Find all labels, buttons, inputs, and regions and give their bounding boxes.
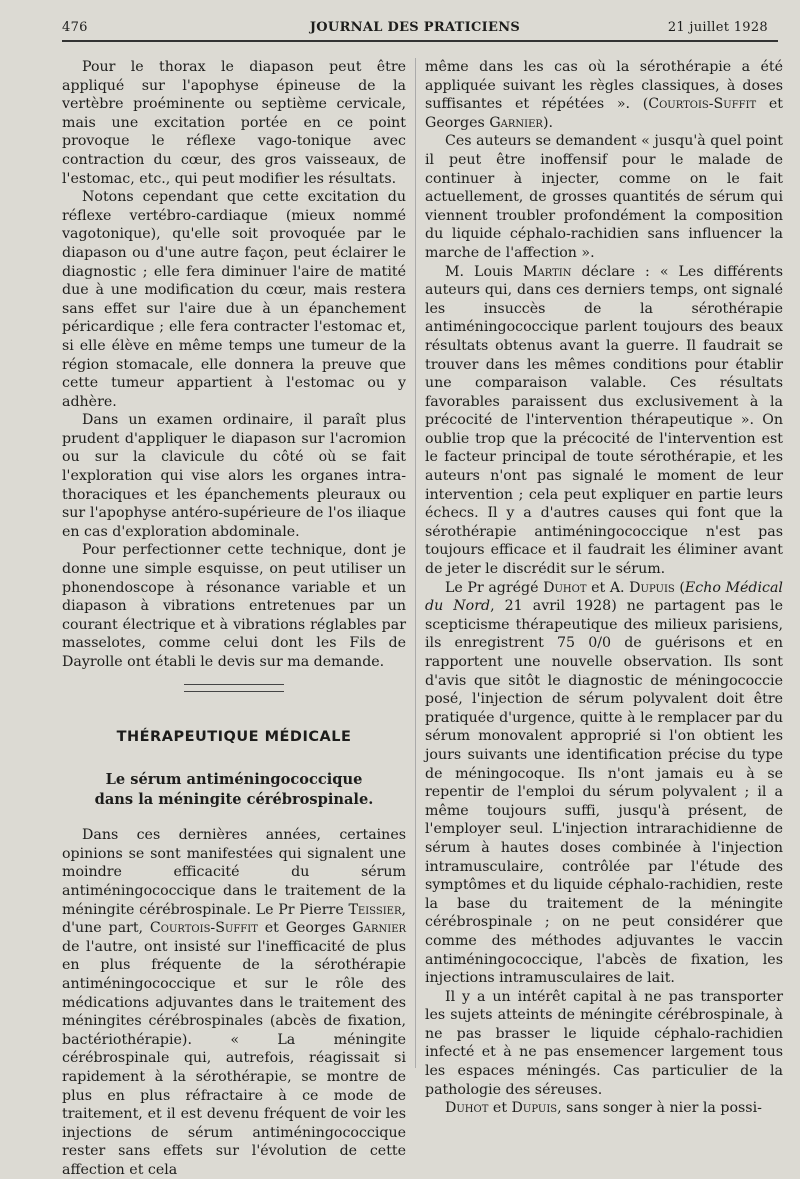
paragraph: Duhot et Dupuis, sans songer à nier la possi-	[445, 1100, 762, 1117]
paragraph: Pour le thorax le diapason peut être appliqué sur l'apophyse épineuse de la vertèbre proéminente ou septième cervicale, mais une excitation portée en ce point provoque le réflexe vago-tonique avec contraction du cœur, des gros vaisseaux, de l'estomac, etc., qui peut modifier les résultats.	[62, 59, 406, 187]
right-column	[425, 58, 783, 1118]
source-citation: Echo Médical du Nord	[425, 579, 783, 615]
paragraph: même dans les cas où la sérothérapie a été appliquée suivant les règles classiques, à doses suffisantes et répétées ». (Courtois-Suffit et Georges Garnier).	[425, 59, 783, 131]
page-header	[62, 20, 768, 40]
article-title-line-2: dans la méningite cérébrospinale.	[94, 791, 374, 809]
author-name: Dupuis	[511, 1100, 558, 1117]
author-name: Courtois-Suffit	[149, 920, 258, 937]
paragraph: Pour perfectionner cette technique, dont je donne une simple esquisse, on peut utiliser un phonendoscope à résonance variable et un diapason à vibrations entretenues par un courant électrique et à vibrations réglables par masselotes, comme celui dont les Fils de Dayrolle ont établi le devis sur ma demande.	[62, 542, 406, 670]
section-separator	[184, 684, 284, 692]
author-name: Duhot	[445, 1100, 489, 1117]
author-name: Courtois-Suffit	[648, 96, 757, 113]
issue-date: 21 juillet 1928	[667, 20, 768, 35]
left-column	[62, 58, 406, 1179]
article-title	[62, 770, 406, 810]
paragraph: Dans ces dernières années, certaines opinions se sont manifestées qui signalent une moindre efficacité du sérum antiméningococcique dans le traitement de la méningite cérébrospinale. Le Pr Pierre Teissier, d'une part, Courtois-Suffit et Georges Garnier de l'autre, ont insisté sur l'inefficacité de plus en plus fréquente de la sérothérapie antiméningococcique et sur le rôle des médications adjuvantes dans le traitement des méningites cérébrospinales (abcès de fixation, bactériothérapie). « La méningite cérébrospinale qui, autrefois, réagissait si rapidement à la sérothérapie, se montre de plus en plus réfractaire à ce mode de traitement, et il est devenu fréquent de voir les injections de sérum antiméningococcique rester sans effets sur l'évolution de cette affection et cela	[62, 827, 407, 1178]
author-name: Dupuis	[629, 579, 675, 596]
author-name: Teissier	[348, 901, 402, 918]
paragraph: M. Louis Martin déclare : « Les différents auteurs qui, dans ces derniers temps, ont signalé les insuccès de la sérothérapie antiméningococcique parlent toujours des beaux résultats obtenus avant la guerre. Il faudrait se trouver dans les mêmes conditions pour établir une comparaison valable. Ces résultats favorables paraissent dus exclusivement à la précocité de l'intervention thérapeutique ». On oublie trop que la précocité de l'intervention est le facteur principal de toute sérothérapie, et les auteurs n'ont pas signalé le moment de leur intervention ; cela peut expliquer en partie leurs échecs. Il y a d'autres causes qui font que la sérothérapie antiméningococcique n'est pas toujours efficace et il faudrait les éliminer avant de jeter le discrédit sur le sérum.	[425, 263, 783, 578]
column-divider	[415, 58, 416, 1068]
author-name: Duhot	[543, 579, 587, 596]
section-title: THÉRAPEUTIQUE MÉDICALE	[116, 728, 352, 745]
page-number: 476	[62, 20, 88, 35]
paragraph: Ces auteurs se demandent « jusqu'à quel point il peut être inoffensif pour le malade de continuer à injecter, comme on le fait actuellement, de grosses quantités de sérum qui viennent troubler profondément la composition du liquide céphalo-rachidien sans influencer la marche de l'affection ».	[425, 133, 783, 261]
article-title-line-1: Le sérum antiméningococcique	[105, 771, 363, 789]
journal-title: JOURNAL DES PRATICIENS	[309, 20, 521, 35]
paragraph: Notons cependant que cette excitation du réflexe vertébro-cardiaque (mieux nommé vagotonique), qu'elle soit provoquée par le diapason ou d'une autre façon, peut éclairer le diagnostic ; elle fera diminuer l'aire de matité due à une modification du cœur, mais restera sans effet sur l'aire due à un épanchement péricardique ; elle fera contracter l'estomac et, si elle élève en même temps une tumeur de la région stomacale, elle donnera la preuve que cette tumeur appartient à l'estomac ou y adhère.	[62, 189, 406, 410]
paragraph: Il y a un intérêt capital à ne pas transporter les sujets atteints de méningite cérébrospinale, à ne pas brasser le liquide céphalo-rachidien infecté et à ne pas ensemencer largement tous les espaces méningés. Cas particulier de la pathologie des séreuses.	[425, 988, 783, 1098]
paragraph: Le Pr agrégé Duhot et A. Dupuis (Echo Médical du Nord, 21 avril 1928) ne partagent pas le scepticisme thérapeutique des milieux parisiens, ils enregistrent 75 0/0 de guérisons et en rapportent une nouvelle observation. Ils sont d'avis que sitôt le diagnostic de méningococcie posé, l'injection de sérum polyvalent doit être pratiquée d'urgence, quitte à le remplacer par du sérum monovalent approprié si l'on obtient les jours suivants une identification précise du type de méningocoque. Ils n'ont jamais eu à se repentir de l'emploi du sérum polyvalent ; il a même toujours suffi, jusqu'à présent, de l'employer seul. L'injection intrarachidienne de sérum à hautes doses combinée à l'injection intramusculaire, contrôlée par l'étude des symptômes et du liquide céphalo-rachidien, reste la base du traitement de la méningite cérébrospinale ; on ne peut considérer que comme des méthodes adjuvantes le vaccin antiméningococcique, l'abcès de fixation, les injections intramusculaires de lait.	[425, 579, 783, 987]
author-name: Garnier	[352, 920, 407, 937]
author-name: Garnier	[489, 114, 543, 131]
header-rule	[62, 40, 778, 42]
author-name: Martin	[522, 263, 572, 280]
paragraph: Dans un examen ordinaire, il paraît plus prudent d'appliquer le diapason sur l'acromion ou sur la clavicule du côté où se fait l'exploration qui vise alors les organes intra-thoraciques et les épanchements pleuraux ou sur l'apophyse antéro-supérieure de l'os iliaque en cas d'exploration abdominale.	[62, 412, 406, 540]
